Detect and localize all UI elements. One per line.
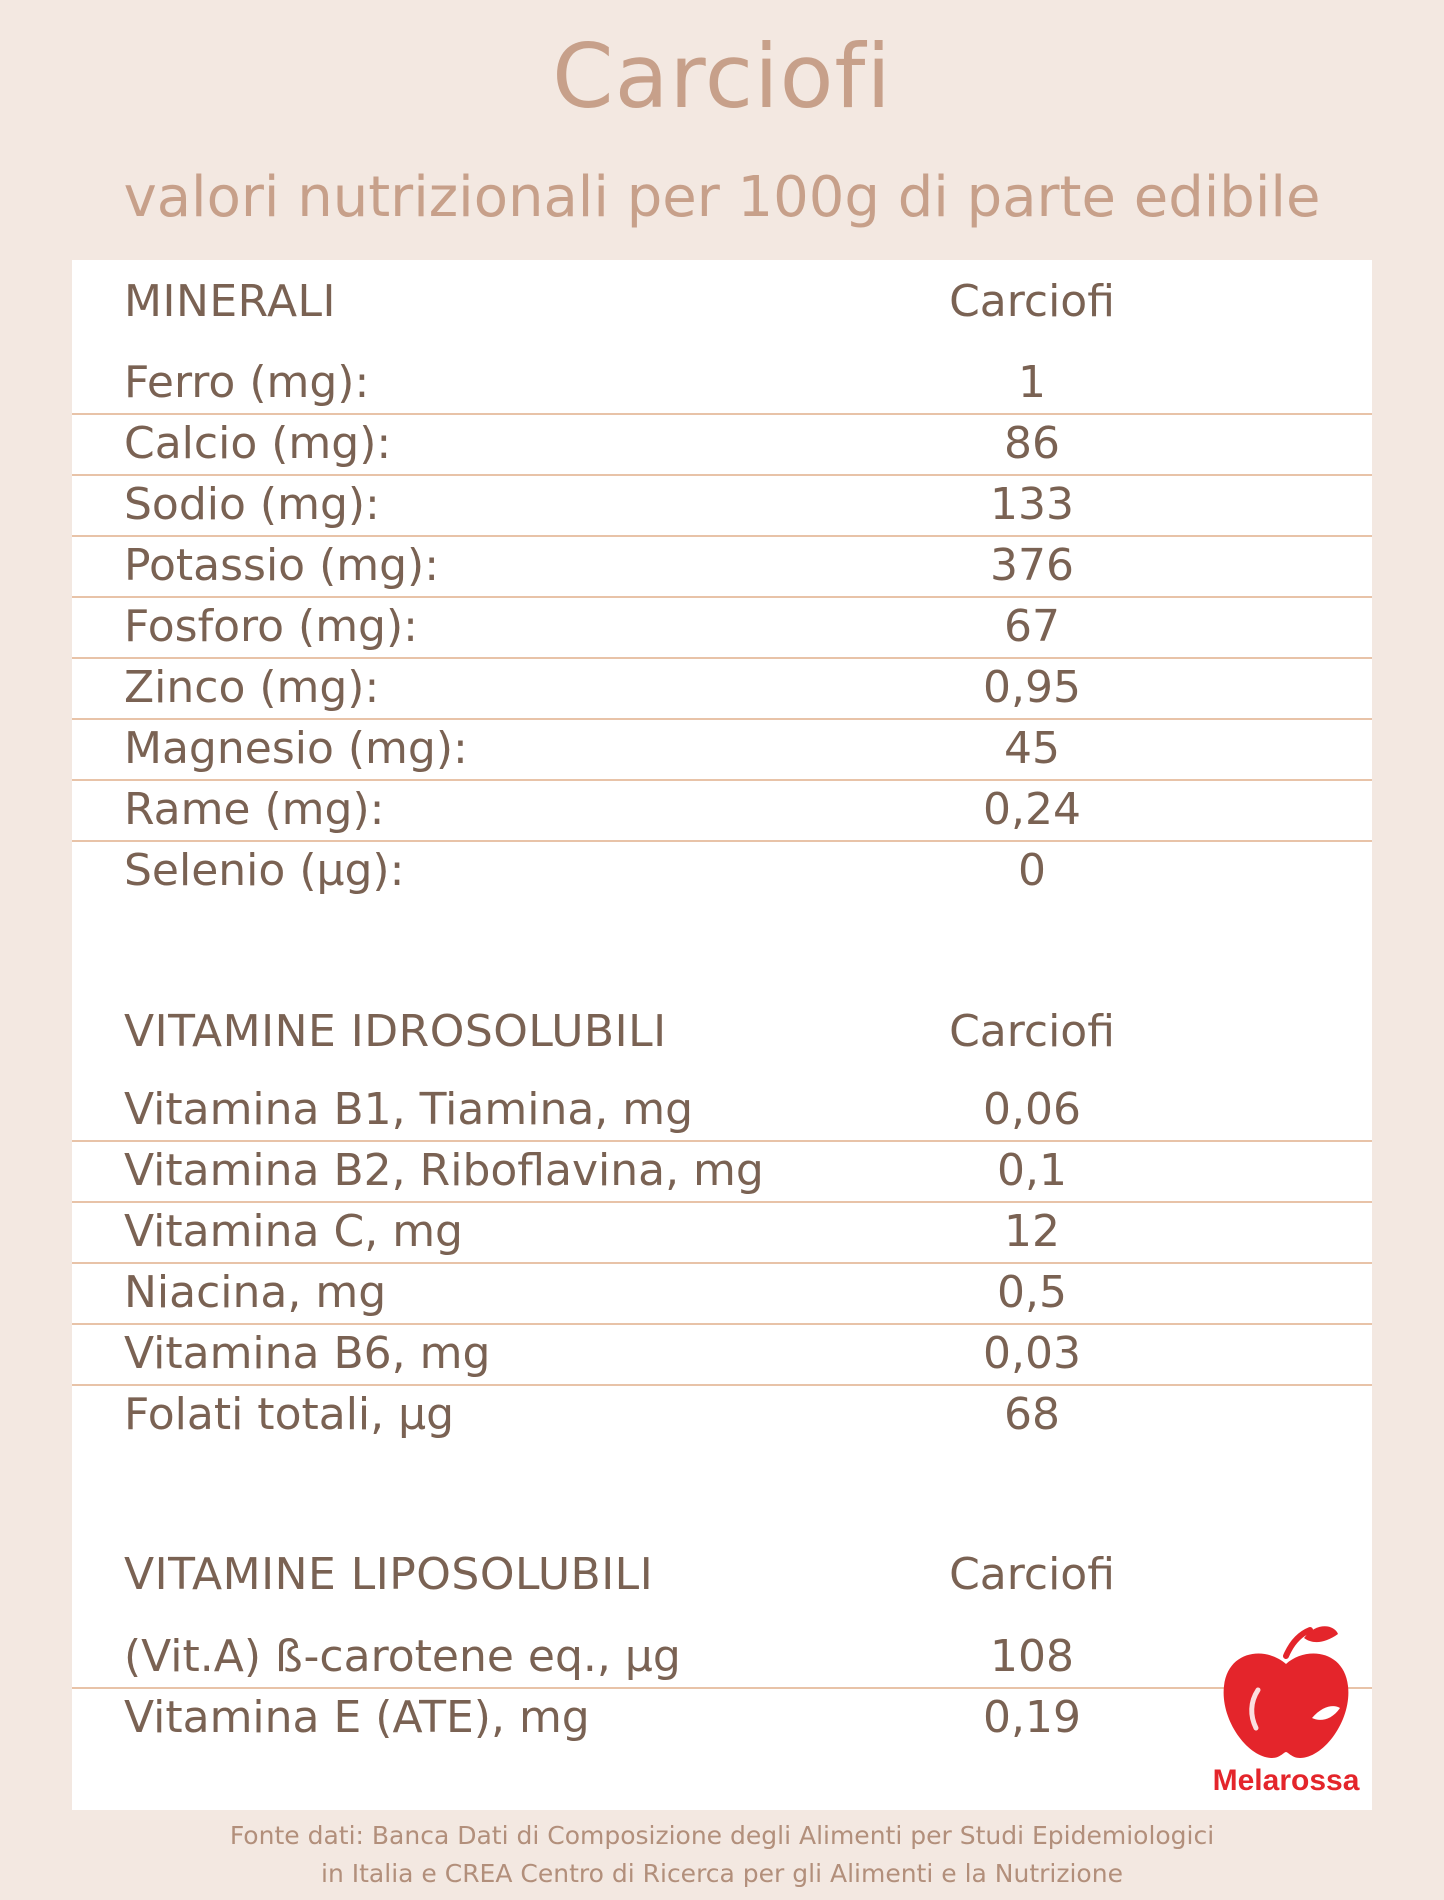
row-value: 133 (990, 479, 1074, 530)
row-value: 108 (990, 1631, 1074, 1682)
table-row (72, 475, 1372, 537)
table-row (72, 414, 1372, 476)
row-value: 0,5 (997, 1267, 1067, 1318)
apple-icon (1200, 1620, 1372, 1765)
row-value: 67 (1004, 601, 1060, 652)
table-row (72, 1263, 1372, 1325)
table-row (72, 1627, 1372, 1689)
footer-line-2: in Italia e CREA Centro di Ricerca per gli Alimenti e la Nutrizione (321, 1859, 1123, 1888)
column-header: Carciofi (949, 1549, 1115, 1600)
row-label: Zinco (mg): (124, 662, 380, 713)
column-header: Carciofi (949, 276, 1115, 327)
row-label: Vitamina B6, mg (124, 1328, 491, 1379)
row-value: 0,95 (983, 662, 1081, 713)
row-label: Vitamina B2, Riboflavina, mg (124, 1145, 764, 1196)
table-row (72, 780, 1372, 842)
melarossa-logo (1200, 1620, 1372, 1805)
table-row (72, 536, 1372, 598)
row-value: 86 (1004, 418, 1060, 469)
table-row (72, 353, 1372, 415)
row-value: 12 (1004, 1206, 1060, 1257)
table-row (72, 841, 1372, 901)
row-label: Vitamina E (ATE), mg (124, 1692, 590, 1743)
row-label: Sodio (mg): (124, 479, 380, 530)
section-header-liposolubili (72, 1545, 1372, 1605)
row-value: 1 (1018, 357, 1046, 408)
row-label: Calcio (mg): (124, 418, 392, 469)
row-label: Magnesio (mg): (124, 723, 468, 774)
row-value: 45 (1004, 723, 1060, 774)
row-value: 0,1 (997, 1145, 1067, 1196)
table-row (72, 658, 1372, 720)
row-label: (Vit.A) ß-carotene eq., µg (124, 1631, 681, 1682)
table-row (72, 1385, 1372, 1445)
row-label: Vitamina C, mg (124, 1206, 463, 1257)
row-label: Niacina, mg (124, 1267, 387, 1318)
section-title: VITAMINE LIPOSOLUBILI (124, 1549, 654, 1600)
column-header: Carciofi (949, 1006, 1115, 1057)
table-row (72, 1324, 1372, 1386)
row-label: Ferro (mg): (124, 357, 370, 408)
row-label: Rame (mg): (124, 784, 385, 835)
section-header-idrosolubili (72, 1002, 1372, 1062)
section-title: MINERALI (124, 276, 337, 327)
table-row (72, 597, 1372, 659)
table-row (72, 1688, 1372, 1748)
source-footer (0, 1817, 1444, 1893)
logo-text: Melarossa (1212, 1764, 1360, 1797)
section-title: VITAMINE IDROSOLUBILI (124, 1006, 667, 1057)
footer-line-1: Fonte dati: Banca Dati di Composizione degli Alimenti per Studi Epidemiologici (229, 1821, 1215, 1850)
row-value: 0,19 (983, 1692, 1081, 1743)
table-row (72, 1141, 1372, 1203)
row-value: 376 (990, 540, 1074, 591)
row-label: Selenio (µg): (124, 845, 405, 896)
page-title: Carciofi (552, 25, 892, 128)
section-header-minerali (72, 272, 1372, 332)
table-row (72, 1202, 1372, 1264)
row-label: Vitamina B1, Tiamina, mg (124, 1084, 694, 1135)
row-label: Fosforo (mg): (124, 601, 418, 652)
table-row (72, 1080, 1372, 1142)
nutrition-table (72, 260, 1372, 1810)
page-subtitle: valori nutrizionali per 100g di parte edibile (123, 165, 1321, 230)
row-value: 68 (1004, 1389, 1060, 1440)
row-label: Potassio (mg): (124, 540, 440, 591)
row-value: 0,06 (983, 1084, 1081, 1135)
table-row (72, 719, 1372, 781)
row-value: 0,24 (983, 784, 1081, 835)
row-value: 0,03 (983, 1328, 1081, 1379)
row-value: 0 (1018, 845, 1046, 896)
row-label: Folati totali, µg (124, 1389, 455, 1440)
